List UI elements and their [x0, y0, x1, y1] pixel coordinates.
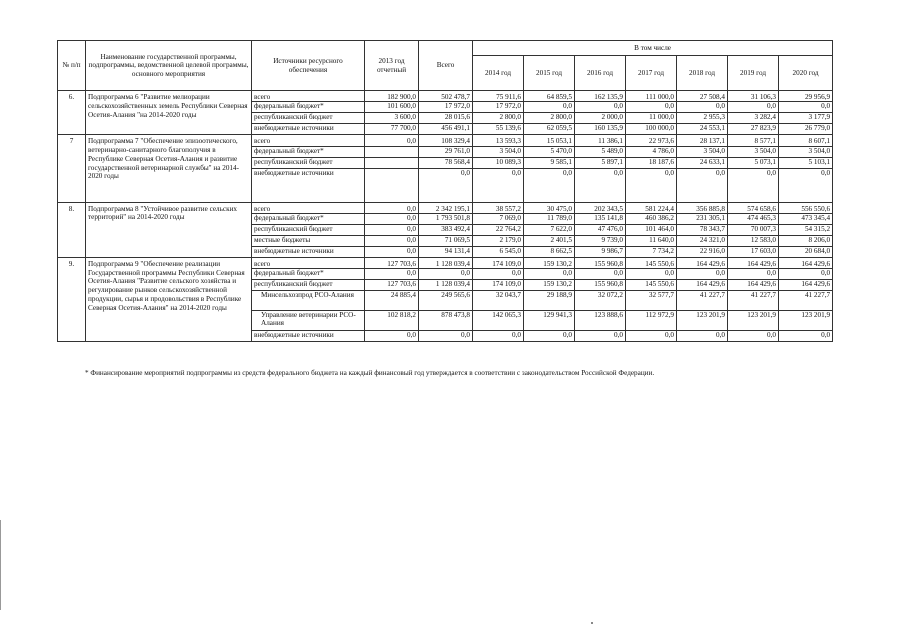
value-2013: 0,0 — [365, 135, 419, 146]
value-year: 123 201,9 — [728, 311, 779, 331]
row-number: 8. — [58, 202, 86, 257]
value-year: 64 859,5 — [524, 91, 575, 102]
value-year: 31 106,3 — [728, 91, 779, 102]
funding-source: республиканский бюджет — [252, 157, 365, 168]
funding-source: федеральный бюджет* — [252, 213, 365, 224]
header-total: Всего — [419, 41, 473, 91]
value-year: 5 103,1 — [779, 157, 833, 168]
value-year: 0,0 — [524, 168, 575, 202]
funding-source: федеральный бюджет* — [252, 102, 365, 113]
value-2013: 127 703,6 — [365, 280, 419, 291]
header-year: 2017 год — [626, 56, 677, 91]
value-year: 2 000,0 — [575, 113, 626, 124]
scan-margin-line — [0, 520, 1, 610]
header-year: 2018 год — [677, 56, 728, 91]
value-year: 41 227,7 — [728, 291, 779, 311]
value-year: 41 227,7 — [779, 291, 833, 311]
value-year: 0,0 — [524, 102, 575, 113]
value-2013: 0,0 — [365, 235, 419, 246]
value-total: 0,0 — [419, 269, 473, 280]
value-2013: 101 600,0 — [365, 102, 419, 113]
value-year: 54 315,2 — [779, 224, 833, 235]
row-number: 6. — [58, 91, 86, 135]
value-year: 41 227,7 — [677, 291, 728, 311]
value-year: 0,0 — [473, 168, 524, 202]
header-num: № п/п — [58, 41, 86, 91]
value-year: 0,0 — [779, 102, 833, 113]
value-year: 162 135,9 — [575, 91, 626, 102]
value-year: 145 550,6 — [626, 280, 677, 291]
value-year: 8 206,0 — [779, 235, 833, 246]
value-total: 249 565,6 — [419, 291, 473, 311]
header-2013: 2013 год отчетный — [365, 41, 419, 91]
value-year: 202 343,5 — [575, 202, 626, 213]
value-year: 13 593,3 — [473, 135, 524, 146]
value-year: 164 429,6 — [728, 257, 779, 268]
scan-speck — [591, 622, 593, 624]
funding-source: Управление ветеринарии РСО-Алания — [252, 311, 365, 331]
value-year: 11 386,1 — [575, 135, 626, 146]
value-year: 18 187,6 — [626, 157, 677, 168]
value-year: 10 089,3 — [473, 157, 524, 168]
value-year: 0,0 — [728, 269, 779, 280]
value-year: 11 640,0 — [626, 235, 677, 246]
value-year: 474 465,3 — [728, 213, 779, 224]
value-year: 7 069,0 — [473, 213, 524, 224]
header-incl: В том числе — [473, 41, 833, 56]
value-year: 38 557,2 — [473, 202, 524, 213]
value-year: 2 800,0 — [473, 113, 524, 124]
value-year: 8 662,5 — [524, 246, 575, 257]
value-year: 0,0 — [575, 102, 626, 113]
value-year: 28 137,1 — [677, 135, 728, 146]
header-year: 2020 год — [779, 56, 833, 91]
funding-source: внебюджетные источники — [252, 331, 365, 342]
value-year: 22 764,2 — [473, 224, 524, 235]
value-year: 70 007,3 — [728, 224, 779, 235]
value-year: 155 960,8 — [575, 257, 626, 268]
value-year: 0,0 — [626, 168, 677, 202]
funding-source: всего — [252, 202, 365, 213]
value-2013: 127 703,6 — [365, 257, 419, 268]
value-total: 108 329,4 — [419, 135, 473, 146]
value-year: 32 043,7 — [473, 291, 524, 311]
value-year: 12 583,0 — [728, 235, 779, 246]
value-year: 231 305,1 — [677, 213, 728, 224]
value-year: 0,0 — [728, 331, 779, 342]
value-year: 581 224,4 — [626, 202, 677, 213]
funding-source: местные бюджеты — [252, 235, 365, 246]
value-year: 145 550,6 — [626, 257, 677, 268]
value-year: 26 779,0 — [779, 124, 833, 135]
funding-source: всего — [252, 135, 365, 146]
value-2013: 24 885,4 — [365, 291, 419, 311]
value-year: 3 282,4 — [728, 113, 779, 124]
value-year: 0,0 — [677, 168, 728, 202]
header-name: Наименование государственной программы, подпрограммы, ведомственной целевой программы, основного мероприятия — [86, 41, 252, 91]
funding-source: республиканский бюджет — [252, 224, 365, 235]
value-2013: 3 600,0 — [365, 113, 419, 124]
value-year: 2 179,0 — [473, 235, 524, 246]
program-name: Подпрограмма 9 "Обеспечение реализации Государственной программы Республики Северная Осетия-Алания "Развитие сельского хозяйства и регулирование рынков сельскохозяйственной продукции, сырья и продовольствия в Республике Северная Осетия-Алания" на 2014-2020 годы — [86, 257, 252, 341]
value-total: 94 131,4 — [419, 246, 473, 257]
value-total: 456 491,1 — [419, 124, 473, 135]
value-2013: 182 900,0 — [365, 91, 419, 102]
funding-source: внебюджетные источники — [252, 168, 365, 202]
funding-source: внебюджетные источники — [252, 124, 365, 135]
value-year: 160 135,9 — [575, 124, 626, 135]
value-year: 22 916,0 — [677, 246, 728, 257]
value-year: 101 464,0 — [626, 224, 677, 235]
row-number: 7 — [58, 135, 86, 202]
value-total: 17 972,0 — [419, 102, 473, 113]
value-2013 — [365, 146, 419, 157]
value-year: 0,0 — [473, 331, 524, 342]
value-total: 28 015,6 — [419, 113, 473, 124]
value-year: 11 000,0 — [626, 113, 677, 124]
value-year: 17 603,0 — [728, 246, 779, 257]
funding-source: всего — [252, 257, 365, 268]
value-year: 111 000,0 — [626, 91, 677, 102]
value-year: 123 888,6 — [575, 311, 626, 331]
value-year: 574 658,6 — [728, 202, 779, 213]
value-year: 0,0 — [779, 269, 833, 280]
value-year: 30 475,0 — [524, 202, 575, 213]
value-year: 5 073,1 — [728, 157, 779, 168]
value-total: 0,0 — [419, 331, 473, 342]
value-2013: 77 700,0 — [365, 124, 419, 135]
value-total: 1 793 501,8 — [419, 213, 473, 224]
value-year: 32 072,2 — [575, 291, 626, 311]
value-2013: 0,0 — [365, 331, 419, 342]
value-year: 62 059,5 — [524, 124, 575, 135]
value-year: 5 897,1 — [575, 157, 626, 168]
value-2013: 102 818,2 — [365, 311, 419, 331]
value-year: 356 885,8 — [677, 202, 728, 213]
value-year: 24 553,1 — [677, 124, 728, 135]
value-total: 1 128 039,4 — [419, 280, 473, 291]
value-year: 29 188,9 — [524, 291, 575, 311]
value-year: 7 734,2 — [626, 246, 677, 257]
value-year: 4 786,0 — [626, 146, 677, 157]
value-year: 0,0 — [575, 168, 626, 202]
value-2013 — [365, 168, 419, 202]
value-year: 27 508,4 — [677, 91, 728, 102]
value-year: 164 429,6 — [677, 257, 728, 268]
value-year: 5 470,0 — [524, 146, 575, 157]
footnote: * Финансирование мероприятий подпрограммы из средств федерального бюджета на каждый финансовый год утверждается в соответствии с законодательством Российской Федерации. — [85, 369, 655, 377]
value-year: 3 504,0 — [779, 146, 833, 157]
value-year: 556 550,6 — [779, 202, 833, 213]
value-2013: 0,0 — [365, 224, 419, 235]
value-year: 9 986,7 — [575, 246, 626, 257]
value-year: 24 321,0 — [677, 235, 728, 246]
value-year: 112 972,9 — [626, 311, 677, 331]
value-2013: 0,0 — [365, 202, 419, 213]
header-year: 2019 год — [728, 56, 779, 91]
value-year: 174 109,0 — [473, 257, 524, 268]
value-year: 123 201,9 — [779, 311, 833, 331]
value-year: 20 684,0 — [779, 246, 833, 257]
value-year: 0,0 — [677, 102, 728, 113]
value-year: 2 955,3 — [677, 113, 728, 124]
value-year: 174 109,0 — [473, 280, 524, 291]
value-year: 129 941,3 — [524, 311, 575, 331]
value-year: 0,0 — [524, 269, 575, 280]
value-year: 9 739,0 — [575, 235, 626, 246]
funding-source: внебюджетные источники — [252, 246, 365, 257]
value-year: 3 504,0 — [677, 146, 728, 157]
funding-source: республиканский бюджет — [252, 113, 365, 124]
value-year: 0,0 — [473, 269, 524, 280]
header-sources: Источники ресурсного обеспечения — [252, 41, 365, 91]
value-year: 135 141,8 — [575, 213, 626, 224]
budget-table — [57, 40, 833, 342]
funding-source: федеральный бюджет* — [252, 146, 365, 157]
value-total: 71 069,5 — [419, 235, 473, 246]
value-year: 17 972,0 — [473, 102, 524, 113]
value-year: 27 823,9 — [728, 124, 779, 135]
value-total: 1 128 039,4 — [419, 257, 473, 268]
value-year: 164 429,6 — [779, 280, 833, 291]
value-year: 3 504,0 — [728, 146, 779, 157]
value-year: 100 000,0 — [626, 124, 677, 135]
value-year: 24 633,1 — [677, 157, 728, 168]
value-year: 47 476,0 — [575, 224, 626, 235]
header-year: 2014 год — [473, 56, 524, 91]
value-year: 0,0 — [677, 331, 728, 342]
value-year: 11 789,0 — [524, 213, 575, 224]
value-year: 164 429,6 — [677, 280, 728, 291]
program-name: Подпрограмма 6 "Развитие мелиорации сельскохозяйственных земель Республики Северная Осетия-Алания "на 2014-2020 годы — [86, 91, 252, 135]
value-year: 460 386,2 — [626, 213, 677, 224]
value-year: 3 177,9 — [779, 113, 833, 124]
value-year: 164 429,6 — [728, 280, 779, 291]
value-total: 2 342 195,1 — [419, 202, 473, 213]
table-row — [58, 257, 833, 268]
value-year: 8 607,1 — [779, 135, 833, 146]
value-year: 155 960,8 — [575, 280, 626, 291]
funding-source: всего — [252, 91, 365, 102]
value-year: 0,0 — [728, 168, 779, 202]
value-year: 142 065,3 — [473, 311, 524, 331]
value-year: 0,0 — [779, 331, 833, 342]
value-year: 3 504,0 — [473, 146, 524, 157]
value-year: 123 201,9 — [677, 311, 728, 331]
value-year: 164 429,6 — [779, 257, 833, 268]
value-year: 0,0 — [626, 331, 677, 342]
value-year: 55 139,6 — [473, 124, 524, 135]
value-year: 0,0 — [524, 331, 575, 342]
value-year: 9 585,1 — [524, 157, 575, 168]
value-year: 8 577,1 — [728, 135, 779, 146]
value-year: 7 622,0 — [524, 224, 575, 235]
value-total: 383 492,4 — [419, 224, 473, 235]
value-year: 5 489,0 — [575, 146, 626, 157]
value-year: 473 345,4 — [779, 213, 833, 224]
value-year: 0,0 — [575, 269, 626, 280]
value-year: 0,0 — [677, 269, 728, 280]
value-year: 0,0 — [626, 102, 677, 113]
program-name: Подпрограмма 8 "Устойчивое развитие сельских территорий" на 2014-2020 годы — [86, 202, 252, 257]
value-year: 78 343,7 — [677, 224, 728, 235]
value-year: 159 130,2 — [524, 257, 575, 268]
header-year: 2015 год — [524, 56, 575, 91]
table-row — [58, 91, 833, 102]
table-row — [58, 135, 833, 146]
value-year: 29 956,9 — [779, 91, 833, 102]
value-total: 78 568,4 — [419, 157, 473, 168]
funding-source: федеральный бюджет* — [252, 269, 365, 280]
value-year: 159 130,2 — [524, 280, 575, 291]
program-name: Подпрограмма 7 "Обеспечение эпизоотического, ветеринарно-санитарного благополучия в Республике Северная Осетия-Алания и развитие государственной ветеринарной службы" на 2014-2020 годы — [86, 135, 252, 202]
value-year: 75 911,6 — [473, 91, 524, 102]
value-year: 0,0 — [728, 102, 779, 113]
value-year: 2 401,5 — [524, 235, 575, 246]
value-total: 878 473,8 — [419, 311, 473, 331]
value-total: 0,0 — [419, 168, 473, 202]
value-year: 2 800,0 — [524, 113, 575, 124]
value-2013: 0,0 — [365, 213, 419, 224]
value-year: 15 053,1 — [524, 135, 575, 146]
header-year: 2016 год — [575, 56, 626, 91]
table-row — [58, 202, 833, 213]
value-year: 32 577,7 — [626, 291, 677, 311]
value-year: 0,0 — [626, 269, 677, 280]
funding-source: Минсельхозпрод РСО-Алания — [252, 291, 365, 311]
value-2013: 0,0 — [365, 269, 419, 280]
value-total: 502 478,7 — [419, 91, 473, 102]
value-total: 29 761,0 — [419, 146, 473, 157]
value-2013: 0,0 — [365, 246, 419, 257]
value-year: 22 973,6 — [626, 135, 677, 146]
value-year: 0,0 — [575, 331, 626, 342]
value-2013 — [365, 157, 419, 168]
value-year: 0,0 — [779, 168, 833, 202]
funding-source: республиканский бюджет — [252, 280, 365, 291]
value-year: 6 545,0 — [473, 246, 524, 257]
row-number: 9. — [58, 257, 86, 341]
